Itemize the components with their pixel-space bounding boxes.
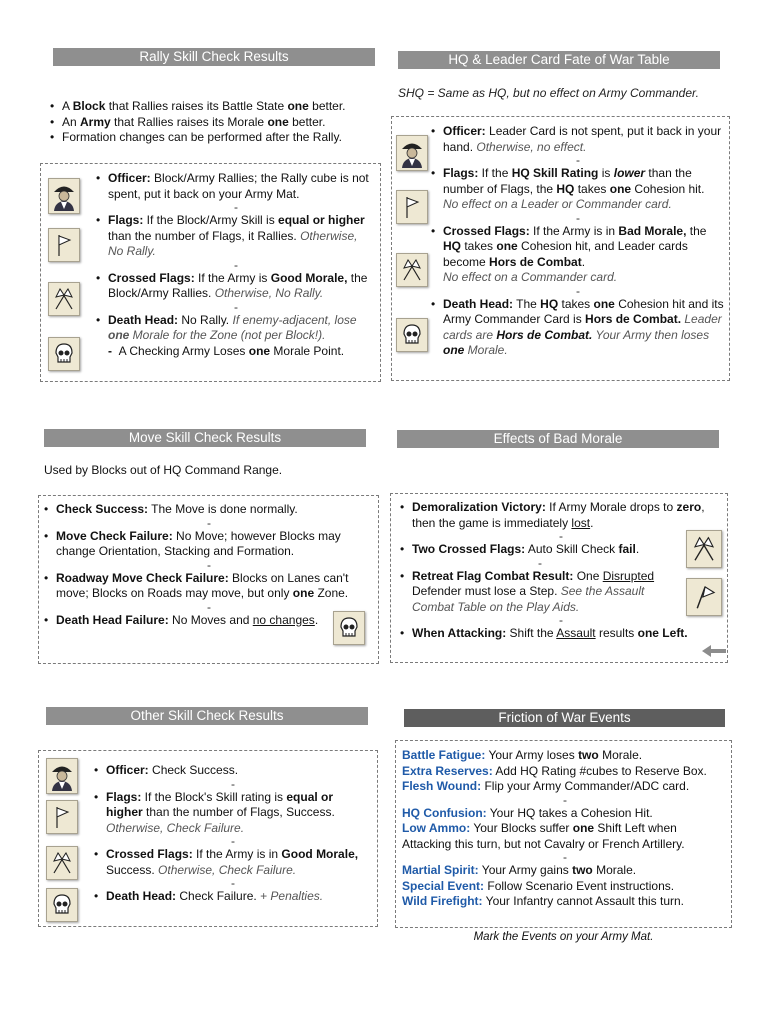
separator: - (576, 153, 580, 167)
crossed-flags-icon (396, 253, 428, 287)
left-arrow-icon (702, 644, 726, 656)
dash: - (108, 343, 112, 358)
event-flesh-wound: Flesh Wound: Flip your Army Commander/ADC card. (402, 779, 690, 793)
other-flags-item: • Flags: If the Block's Skill rating is equal or higher than the number of Flags, Success. Otherwise, Check Failure. (94, 790, 372, 837)
separator: - (234, 299, 238, 314)
separator: - (538, 555, 542, 570)
hqfate-flags-item: • Flags: If the HQ Skill Rating is lower than the number of Flags, the HQ takes one Cohesion hit. No effect on a Leader or Commander card. (431, 166, 725, 213)
badmorale-retreat-item: • Retreat Flag Combat Result: One Disrupted Defender must lose a Step. See the Assault Combat Table on the Play Aids. (400, 569, 680, 616)
rally-crossed-item: • Crossed Flags: If the Army is Good Morale, the Block/Army Rallies. Otherwise, No Rally. (96, 271, 376, 302)
hqfate-results (431, 124, 725, 359)
hqfate-officer-item: • Officer: Leader Card is not spent, put it back in your hand. Otherwise, no effect. (431, 124, 725, 155)
separator: - (234, 200, 238, 214)
move-roadway-item: • Roadway Move Check Failure: Blocks on Lanes can't move; Blocks on Roads may move, but only one Zone. (44, 571, 374, 602)
skull-icon (396, 318, 428, 352)
rally-death-item: • Death Head: No Rally. If enemy-adjacent, lose one Morale for the Zone (not per Block!). (96, 313, 376, 344)
rally-header: Rally Skill Check Results (53, 48, 375, 66)
crossed-flags-icon (46, 846, 78, 880)
friction-header: Friction of War Events (404, 709, 725, 727)
separator: - (576, 283, 580, 298)
move-death-item: • Death Head Failure: No Moves and no changes. (44, 613, 374, 629)
separator: - (563, 792, 567, 807)
move-success-item: • Check Success: The Move is done normally. (44, 502, 374, 518)
separator: - (559, 529, 563, 543)
badmorale-results (400, 500, 722, 642)
officer-icon (48, 178, 80, 214)
separator: - (231, 876, 235, 890)
skull-icon (46, 888, 78, 922)
rally-flags-item: • Flags: If the Block/Army Skill is equal or higher than the number of Flags, it Rallies. Otherwise, No Rally. (96, 213, 376, 260)
crossed-flags-icon (48, 282, 80, 316)
badmorale-two-item: • Two Crossed Flags: Auto Skill Check fail. (400, 542, 680, 558)
event-martial-spirit: Martial Spirit: Your Army gains two Morale. (402, 863, 637, 877)
separator: - (207, 599, 211, 614)
rally-intro (50, 99, 380, 146)
move-failure-item: • Move Check Failure: No Move; however Blocks may change Orientation, Stacking and Formation. (44, 529, 374, 560)
flag-icon (48, 228, 80, 262)
move-intro: Used by Blocks out of HQ Command Range. (44, 463, 283, 477)
flag-icon (46, 800, 78, 834)
other-header: Other Skill Check Results (46, 707, 368, 725)
other-officer-item: • Officer: Check Success. (94, 763, 372, 779)
other-death-item: • Death Head: Check Failure. + Penalties. (94, 889, 372, 905)
event-wild-firefight: Wild Firefight: Your Infantry cannot Assault this turn. (402, 894, 685, 908)
separator: - (563, 850, 567, 864)
badmorale-header: Effects of Bad Morale (397, 430, 719, 448)
officer-icon (396, 135, 428, 171)
other-results (94, 763, 372, 905)
badmorale-attack-item: • When Attacking: Shift the Assault results one Left. (400, 626, 722, 642)
other-crossed-item: • Crossed Flags: If the Army is in Good Morale, Success. Otherwise, Check Failure. (94, 847, 372, 878)
crossed-flags-icon (686, 530, 722, 568)
retreat-flag-icon (686, 578, 722, 616)
rally-officer-item: • Officer: Block/Army Rallies; the Rally cube is not spent, put it back on your Army Mat. (96, 171, 376, 202)
badmorale-demo-item: • Demoralization Victory: If Army Morale drops to zero, then the game is immediately lost. (400, 500, 722, 531)
officer-icon (46, 758, 78, 794)
hqfate-crossed-item: • Crossed Flags: If the Army is in Bad Morale, the HQ takes one Cohesion hit, and Leader cards become Hors de Combat. No effect on a Commander card. (431, 224, 725, 286)
move-header: Move Skill Check Results (44, 429, 366, 447)
rally-bullet: • A Block that Rallies raises its Battle State one better. (50, 99, 380, 115)
skull-icon (333, 611, 365, 645)
event-low-ammo: Low Ammo: Your Blocks suffer one Shift Left when Attacking this turn, but not Cavalry or French Artillery. (402, 821, 685, 851)
skull-icon (48, 337, 80, 371)
event-special-event: Special Event: Follow Scenario Event instructions. (402, 878, 675, 893)
event-hq-confusion: HQ Confusion: Your HQ takes a Cohesion Hit. (402, 805, 653, 820)
event-battle-fatigue: Battle Fatigue: Your Army loses two Morale. (402, 748, 643, 762)
rally-results (96, 171, 376, 359)
hqfate-intro: SHQ = Same as HQ, but no effect on Army Commander. (398, 86, 699, 100)
separator: - (207, 557, 211, 572)
hqfate-death-item: • Death Head: The HQ takes one Cohesion hit and its Army Commander Card is Hors de Combat. Leader cards are Hors de Combat. Your Army then loses one Morale. (431, 297, 725, 359)
event-extra-reserves: Extra Reserves: Add HQ Rating #cubes to Reserve Box. (402, 763, 707, 778)
rally-bullet: • An Army that Rallies raises its Morale one better. (50, 115, 380, 131)
friction-events (402, 748, 728, 910)
move-results (44, 502, 374, 628)
rally-death-extra: - A Checking Army Loses one Morale Point. (108, 343, 345, 358)
friction-footer: Mark the Events on your Army Mat. (473, 931, 654, 943)
separator: - (231, 776, 235, 791)
flag-icon (396, 190, 428, 224)
hqfate-header: HQ & Leader Card Fate of War Table (398, 51, 720, 69)
separator: - (231, 834, 235, 848)
rally-bullet: • Formation changes can be performed after the Rally. (50, 130, 380, 146)
separator: - (576, 210, 580, 225)
separator: - (207, 515, 211, 530)
separator: - (559, 613, 563, 627)
separator: - (234, 257, 238, 272)
